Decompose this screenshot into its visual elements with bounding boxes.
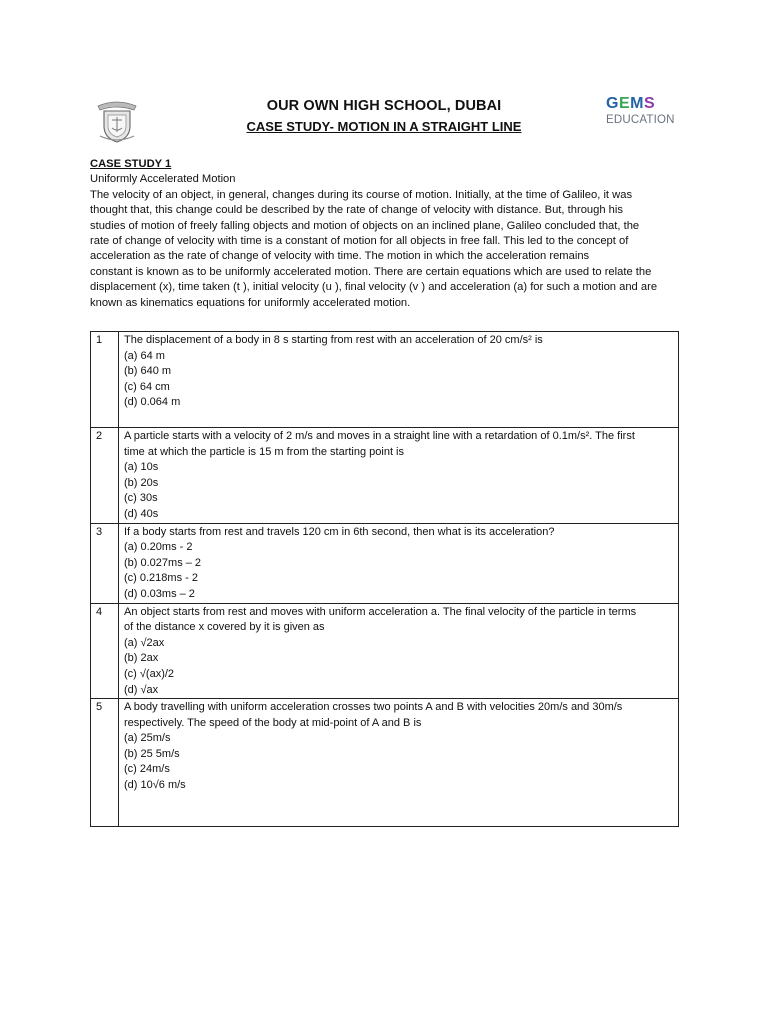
question-number: 2: [91, 428, 119, 524]
logo-subtext: EDUCATION: [606, 114, 675, 126]
svg-text:GEMS: GEMS: [606, 95, 656, 111]
paragraph-line: known as kinematics equations for uniformly accelerated motion.: [90, 296, 411, 309]
option-b: (b) 25 5m/s: [124, 747, 180, 760]
question-number: 1: [91, 332, 119, 428]
question-row-1: [91, 332, 679, 428]
option-d: (d) 40s: [124, 507, 159, 520]
question-row-4: [91, 603, 679, 699]
option-b: (b) 640 m: [124, 365, 172, 378]
case-study-paragraph: [90, 188, 690, 311]
case-study-intro: [90, 157, 690, 311]
question-cell: [119, 699, 679, 827]
option-c: (c) √(ax)/2: [124, 667, 175, 680]
option-d: (d) 0.064 m: [124, 396, 181, 409]
paragraph-line: displacement (x), time taken (t ), initial velocity (u ), final velocity (v ) and acceleration (a) for such a motion and are: [90, 281, 658, 294]
option-c: (c) 64 cm: [124, 380, 170, 393]
question-text: respectively. The speed of the body at mid-point of A and B is: [124, 716, 422, 729]
question-cell: [119, 523, 679, 603]
question-cell: [119, 332, 679, 428]
question-text: The displacement of a body in 8 s starting from rest with an acceleration of 20 cm/s² is: [124, 334, 543, 346]
option-c: (c) 0.218ms - 2: [124, 572, 198, 585]
question-text: time at which the particle is 15 m from the starting point is: [124, 445, 405, 458]
option-a: (a) 25m/s: [124, 732, 171, 745]
case-study-heading: CASE STUDY 1: [90, 158, 172, 170]
option-a: (a) 0.20ms - 2: [124, 541, 193, 554]
gems-education-logo: [606, 94, 676, 128]
option-a: (a) 64 m: [124, 349, 165, 362]
document-subtitle: CASE STUDY- MOTION IN A STRAIGHT LINE: [246, 119, 522, 134]
option-a: (a) √2ax: [124, 636, 165, 649]
option-d: (d) √ax: [124, 683, 159, 696]
option-c: (c) 24m/s: [124, 763, 170, 776]
paragraph-line: The velocity of an object, in general, changes during its course of motion. Initially, at the time of Galileo, it was: [90, 188, 633, 201]
question-number: 3: [91, 523, 119, 603]
question-text: of the distance x covered by it is given as: [124, 621, 325, 634]
option-d: (d) 10√6 m/s: [124, 779, 186, 792]
option-c: (c) 30s: [124, 492, 158, 505]
question-text: A body travelling with uniform acceleration crosses two points A and B with velocities 20m/s and 30m/s: [124, 701, 623, 714]
question-row-3: [91, 523, 679, 603]
paragraph-line: constant is known as to be uniformly accelerated motion. There are certain equations which are used to relate the: [90, 265, 652, 278]
option-b: (b) 0.027ms – 2: [124, 556, 202, 569]
paragraph-line: acceleration as the rate of change of velocity with time. The motion in which the acceleration remains: [90, 250, 590, 263]
question-row-5: [91, 699, 679, 827]
question-number: 5: [91, 699, 119, 827]
question-text: A particle starts with a velocity of 2 m/s and moves in a straight line with a retardation of 0.1m/s². The first: [124, 430, 635, 442]
option-b: (b) 2ax: [124, 652, 159, 665]
question-row-2: [91, 428, 679, 524]
case-study-topic: Uniformly Accelerated Motion: [90, 173, 236, 186]
question-number: 4: [91, 603, 119, 699]
option-b: (b) 20s: [124, 476, 159, 489]
paragraph-line: rate of change of velocity with time is a constant of motion for all objects in free fall. This led to the concept of: [90, 235, 629, 248]
question-text: An object starts from rest and moves with uniform acceleration a. The final velocity of the particle in terms: [124, 605, 637, 618]
questions-table: [90, 331, 679, 827]
question-text: If a body starts from rest and travels 120 cm in 6th second, then what is its acceleration?: [124, 525, 555, 538]
gems-logo-icon: [606, 94, 672, 111]
school-title: OUR OWN HIGH SCHOOL, DUBAI: [266, 98, 502, 114]
paragraph-line: thought that, this change could be described by the rate of change of velocity with distance. But, through his: [90, 204, 623, 217]
option-a: (a) 10s: [124, 461, 159, 474]
question-cell: [119, 603, 679, 699]
question-cell: [119, 428, 679, 524]
option-d: (d) 0.03ms – 2: [124, 587, 195, 600]
paragraph-line: studies of motion of freely falling objects and motion of objects on an inclined plane, Galileo concluded that, the: [90, 219, 640, 232]
